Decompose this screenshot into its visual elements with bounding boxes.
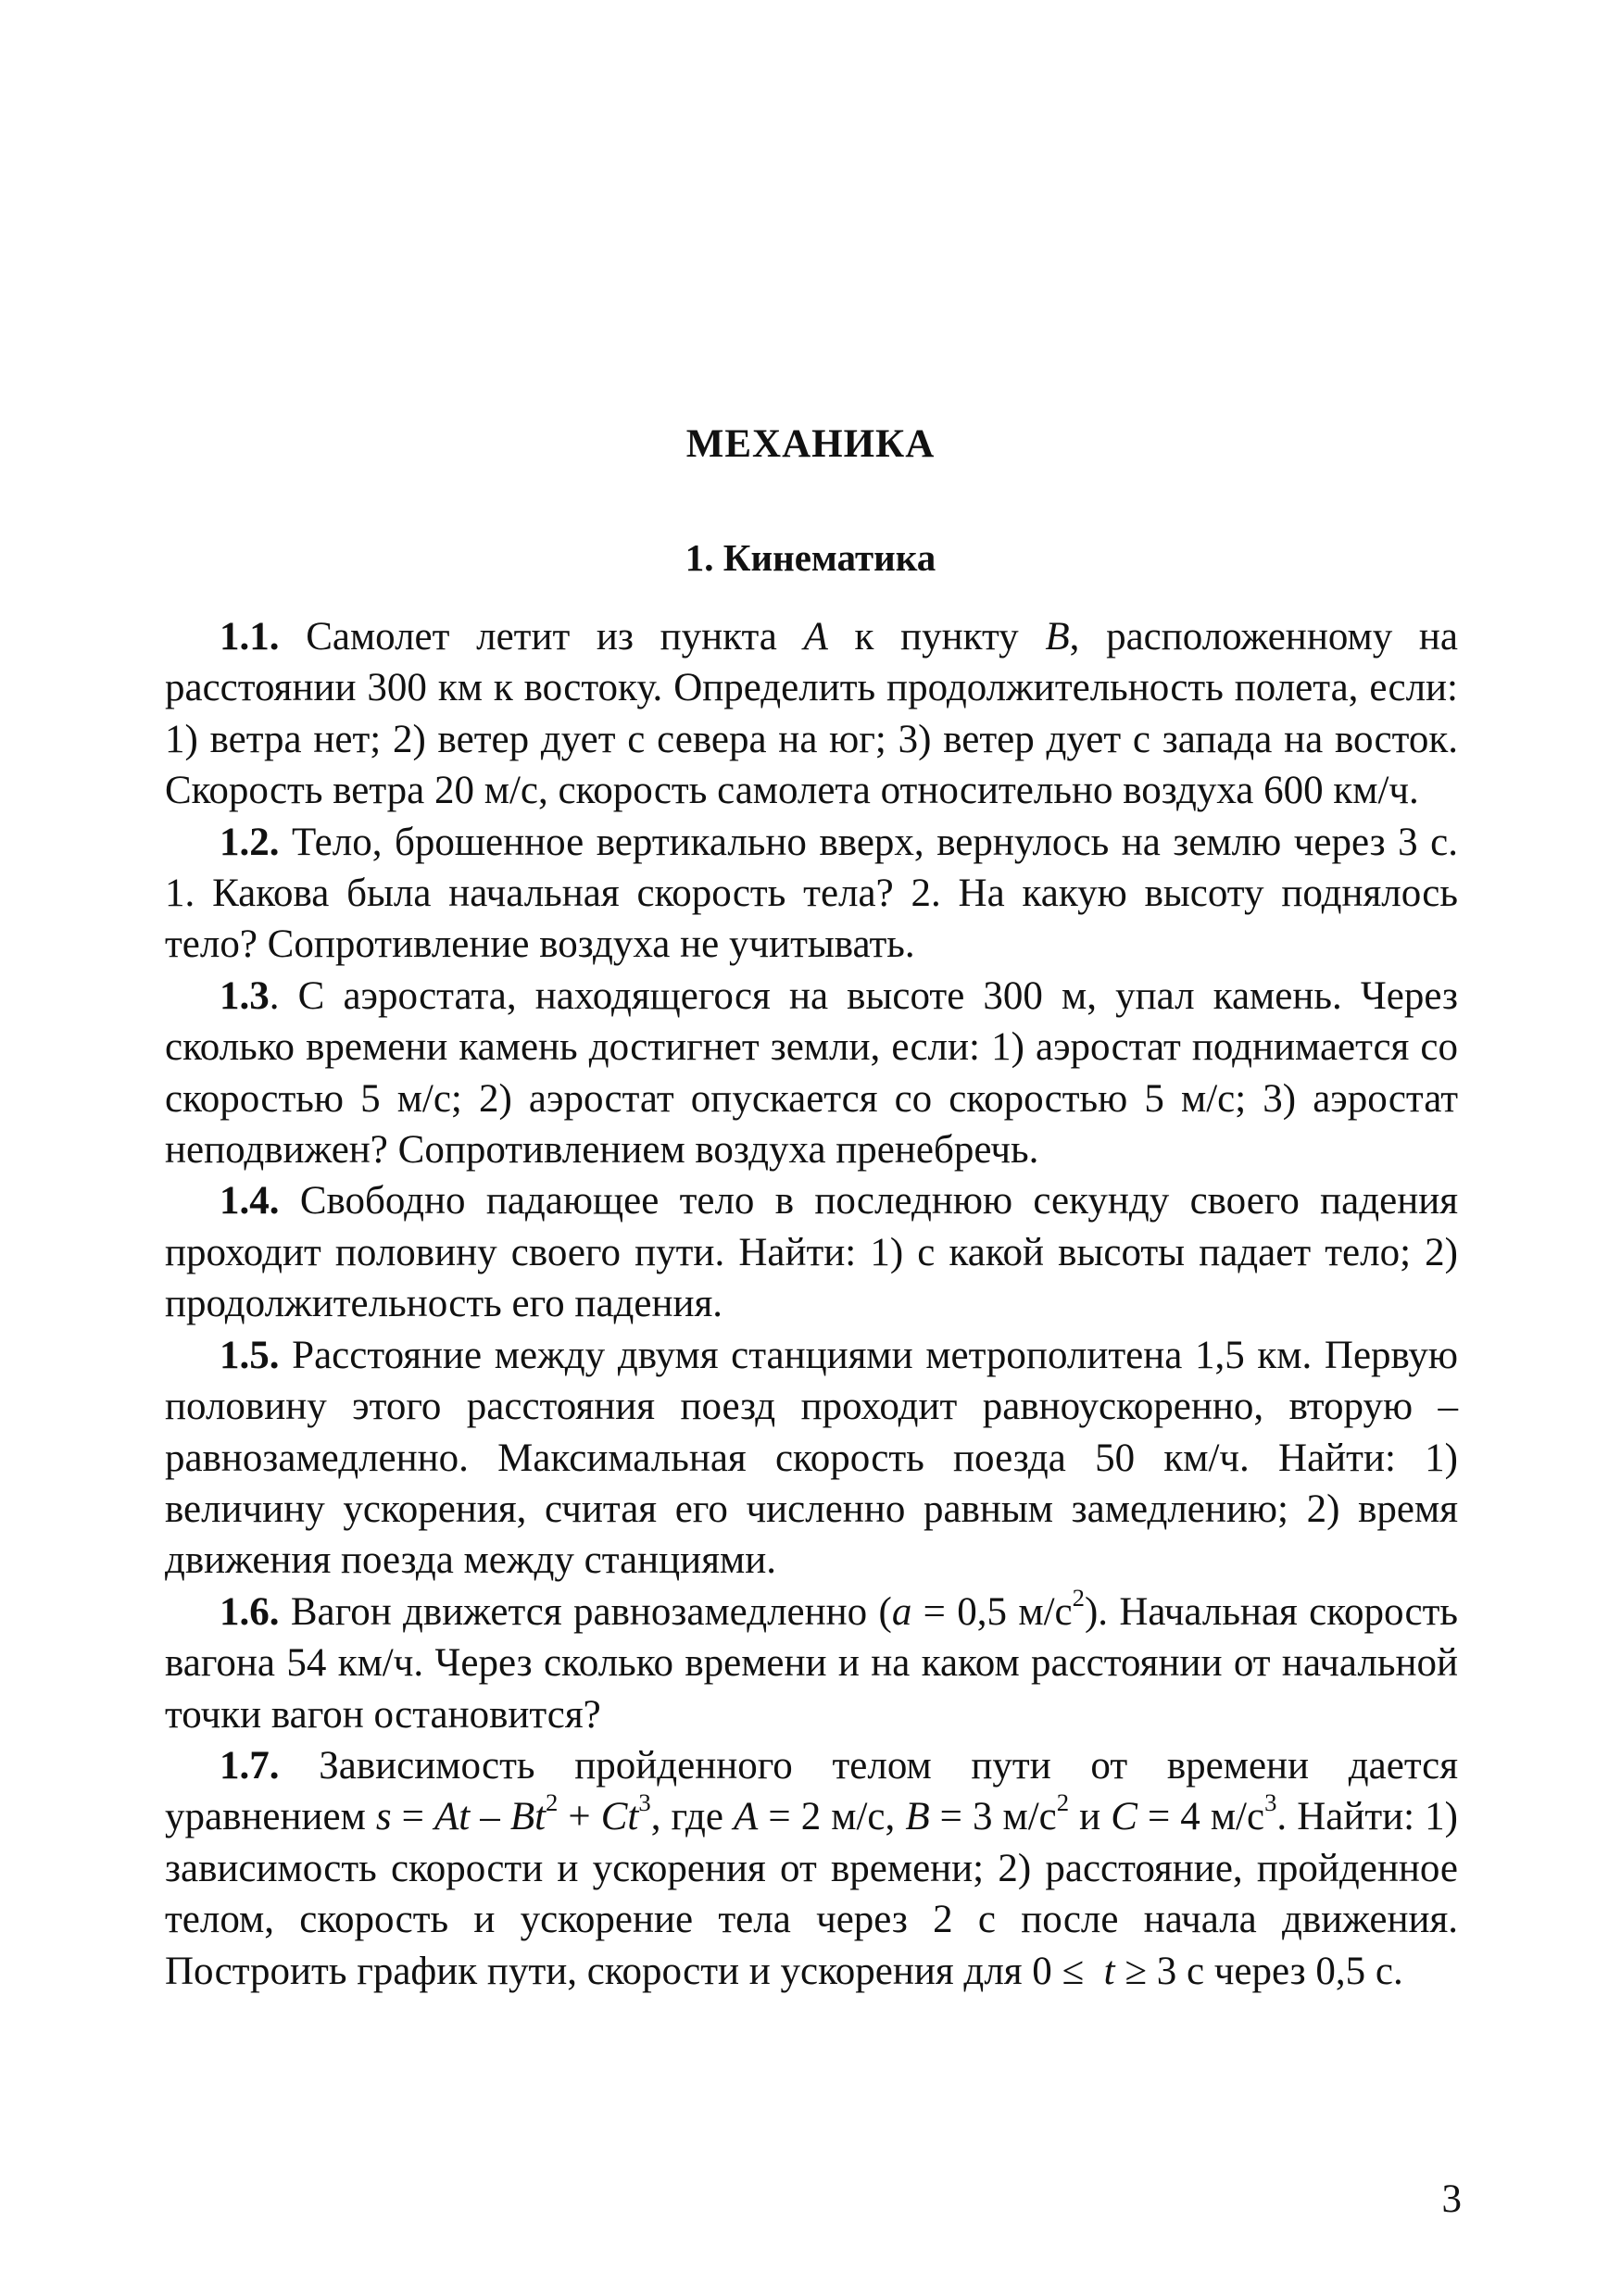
problem-number: 1.1. bbox=[220, 615, 280, 659]
problem-number: 1.2. bbox=[220, 820, 280, 864]
problem-1-3 bbox=[165, 971, 1458, 1176]
problem-1-2 bbox=[165, 817, 1458, 971]
problem-1-7 bbox=[165, 1740, 1458, 1997]
problem-text: Тело, брошенное вертикально вверх, вернулось на землю через 3 с. 1. Какова была начальная скорость тела? 2. На какую высоту поднялось тело? Сопротивление воздуха не учитывать. bbox=[165, 820, 1458, 967]
section-title: МЕХАНИКА bbox=[685, 422, 936, 466]
problem-text: Самолет летит из пункта A к пункту B, расположенному на расстоянии 300 км к востоку. Определить продолжительность полета, если: 1) ветра нет; 2) ветер дует с севера на юг; 3) ветер дует с запада на восток. Скорость ветра 20 м/с, скорость самолета относительно воздуха 600 км/ч. bbox=[165, 615, 1458, 813]
problem-1-6 bbox=[165, 1583, 1459, 1740]
problem-1-1 bbox=[165, 611, 1458, 817]
page-number: 3 bbox=[1441, 2177, 1462, 2221]
problem-1-4 bbox=[165, 1175, 1458, 1329]
problem-1-5 bbox=[165, 1330, 1458, 1587]
problem-text: Расстояние между двумя станциями метрополитена 1,5 км. Первую половину этого расстояния поезд проходит равноускоренно, вторую – равнозамедленно. Максимальная скорость поезда 50 км/ч. Найти: 1) величину ускорения, считая его численно равным замедлению; 2) время движения поезда между станциями. bbox=[165, 1333, 1458, 1583]
problems-list bbox=[165, 611, 1458, 1997]
chapter-title: 1. Кинематика bbox=[685, 536, 936, 579]
problem-text: Зависимость пройденного телом пути от времени дается уравнением $s = At - Bt^2 + Ct^3$, где A = 2 м/с, B = 3 $м/с^2$ и C = 4 $м/с^3$. Найти: 1) зависимость скорости и ускорения от времени; 2) расстояние, пройденное телом, скорость и ускорение тела через 2 с после начала движения. Построить график пути, скорости и ускорения для 0 ≤ t ≥ 3 с через 0,5 с. bbox=[165, 1743, 1459, 1993]
problem-number: 1.6. bbox=[220, 1589, 280, 1634]
problem-text: Вагон движется равнозамедленно (a = 0,5 $м/с^2$). Начальная скорость вагона 54 км/ч. Через сколько времени и на каком расстоянии от начальной точки вагон остановится? bbox=[165, 1583, 1459, 1737]
problem-number: 1.3 bbox=[220, 973, 270, 1018]
problem-text: Свободно падающее тело в последнюю секунду своего падения проходит половину своего пути. Найти: 1) с какой высоты падает тело; 2) продолжительность его падения. bbox=[165, 1179, 1459, 1326]
problem-text: . С аэростата, находящегося на высоте 300 м, упал камень. Через сколько времени камень достигнет земли, если: 1) аэростат поднимается со скоростью 5 м/с; 2) аэростат опускается со скоростью 5 м/с; 3) аэростат неподвижен? Сопротивлением воздуха пренебречь. bbox=[165, 973, 1458, 1173]
problem-number: 1.5. bbox=[220, 1333, 280, 1377]
problem-number: 1.7. bbox=[220, 1743, 280, 1788]
problem-number: 1.4. bbox=[220, 1179, 280, 1223]
